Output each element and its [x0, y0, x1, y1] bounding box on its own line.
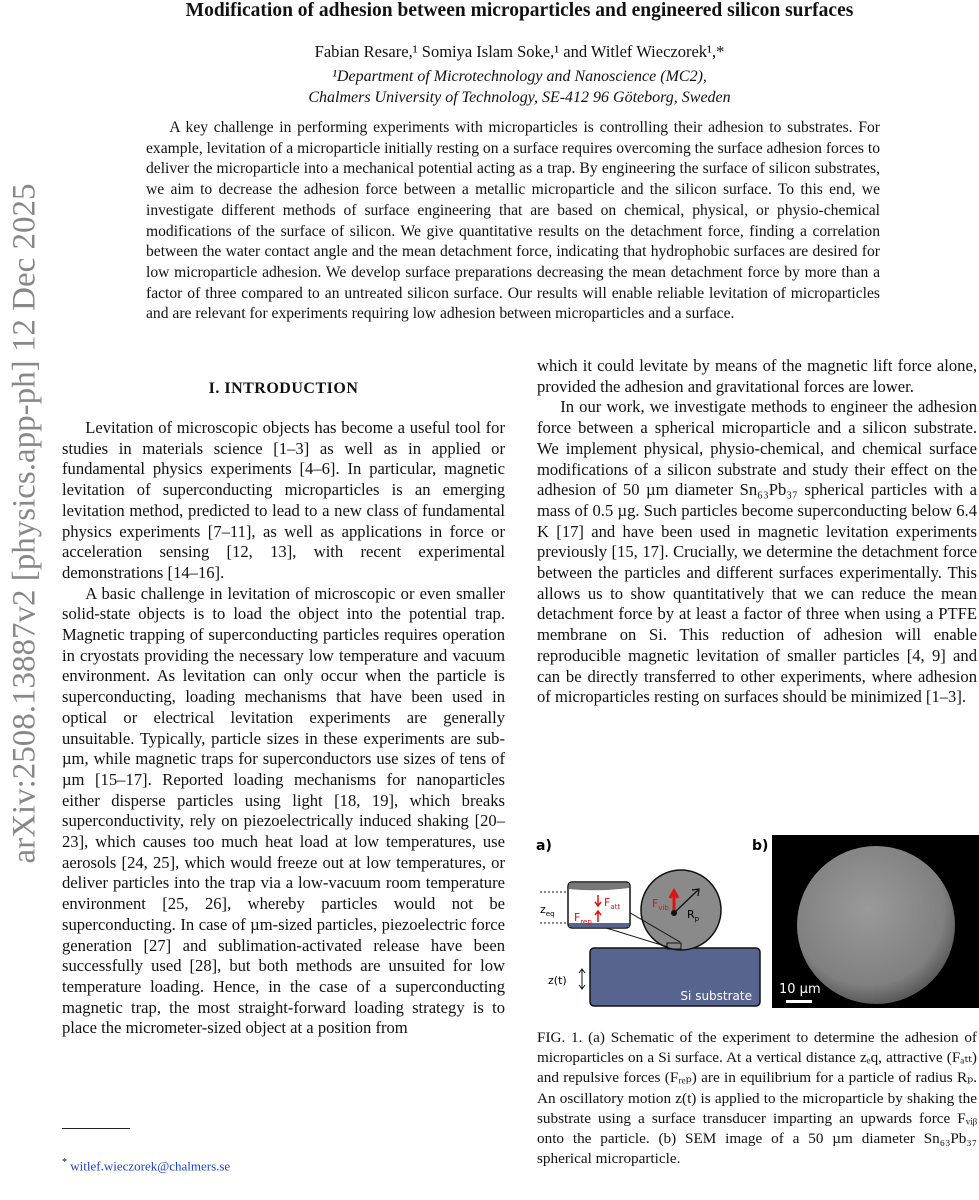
paragraph: which it could levitate by means of the magnetic lift force alone, provided the adhesion and gravitational forces are lower. — [537, 356, 977, 396]
r-p-label: $R_p$ — [687, 908, 700, 923]
oscillation-arrow — [579, 969, 585, 989]
microparticle — [641, 870, 721, 950]
footnote — [62, 1157, 230, 1174]
z-t-label: z(t) — [548, 974, 567, 987]
abstract: A key challenge in performing experiments with microparticles is controlling their adhesion to substrates. For example, levitation of a microparticle initially resting on a surface requires overcoming the surface adhesion forces to deliver the microparticle into a mechanical potential acting as a trap. By engineering the surface of silicon substrates, we aim to decrease the adhesion force between a metallic microparticle and the silicon surface. To this end, we investigate different methods of surface engineering that are based on chemical, physical, or physio-chemical modifications of the surface of silicon. We give quantitative results on the detachment force, finding a correlation between the water contact angle and the mean detachment force, indicating that hydrophobic surfaces are desired for low microparticle adhesion. We develop surface preparations decreasing the mean detachment force by more than a factor of three compared to an untreated silicon surface. Our results will enable reliable levitation of microparticles and are relevant for experiments requiring low adhesion between microparticles and a surface. — [146, 119, 880, 323]
f-rep-label: $F_{rep}$ — [574, 911, 592, 926]
footnote-marker: * — [62, 1157, 67, 1168]
panel-b-label: b) — [752, 838, 769, 854]
substrate-label: Si substrate — [680, 989, 752, 1003]
arxiv-identifier: arXiv:2508.13887v2 [physics.app-ph] 12 Dec 2025 — [6, 183, 43, 864]
figure-caption: FIG. 1. (a) Schematic of the experiment to determine the adhesion of microparticles on a Si surface. At a vertical distance zₑq, attractive (Fₐₜₜ) and repulsive forces (Fᵣₑₚ) are in equilibrium for a particle of radius Rₚ. An oscillatory motion z(t) is applied to the microparticle by shaking the substrate using a surface transducer imparting an upwards force Fᵥᵢᵦ onto the particle. (b) SEM image of a 50 µm diameter Sn₆₃Pb₃₇ spherical microparticle. — [537, 1029, 977, 1168]
paper-title: Modification of adhesion between microparticles and engineered silicon surfaces — [185, 0, 854, 21]
f-att-label: $F_{att}$ — [604, 896, 621, 911]
z-eq-label: $z_{eq}$ — [540, 903, 555, 918]
authors: Fabian Resare,¹ Somiya Islam Soke,¹ and Witlef Wieczorek¹,* — [314, 42, 725, 61]
right-column — [537, 356, 977, 708]
email-link[interactable]: witlef.wieczorek@chalmers.se — [70, 1158, 231, 1174]
sem-particle — [797, 846, 955, 1004]
affiliation-line: ¹Department of Microtechnology and Nanoscience (MC2), — [332, 68, 707, 85]
figure-1 — [534, 830, 979, 1020]
paragraph: Levitation of microscopic objects has become a useful tool for studies in materials science [1–3] as well as in applied or fundamental physics experiments [4–6]. In particular, magnetic levitation of superconducting microparticles is an emerging levitation method, predicted to lead to a new class of fundamental physics experiments [7–11], as well as applications in force or acceleration sensing [12, 13], with recent experimental demonstrations [14–16]. — [62, 418, 505, 582]
scale-bar — [786, 1000, 812, 1003]
affiliation — [60, 66, 979, 108]
f-vib-label: $F_{vib}$ — [652, 897, 669, 912]
paragraph: In our work, we investigate methods to engineer the adhesion force between a spherical microparticle and a silicon substrate. We implement physical, physio-chemical, and chemical surface modifications of a silicon substrate and study their effect on the adhesion of 50 µm diameter Sn₆₃Pb₃₇ spherical particles with a mass of 0.5 µg. Such particles become superconducting below 6.4 K [17] and have been used in magnetic levitation experiments previously [15, 17]. Crucially, we determine the detachment force between the particles and different surfaces experimentally. This allows us to show quantitatively that we can reduce the mean detachment force by at least a factor of three when using a PTFE membrane on Si. This reduction of adhesion will enable reproducible magnetic levitation of smaller particles [4, 9] and can be directly transferred to other experiments, where adhesion of microparticles resting on surfaces should be minimized [1–3]. — [537, 397, 977, 707]
affiliation-line: Chalmers University of Technology, SE-412 96 Göteborg, Sweden — [308, 89, 731, 106]
paragraph: A basic challenge in levitation of microscopic or even smaller solid-state objects is to load the object into the potential trap. Magnetic trapping of superconducting particles requires operation in cryostats providing the necessary low temperature and vacuum environment. As levitation can only occur when the particle is superconducting, loading mechanisms that have been used in optical or electrical levitation experiments are generally unsuitable. Typically, particle sizes in these experiments are sub-µm, while magnetic traps for superconductors use sizes of tens of µm [15–17]. Reported loading mechanisms for nanoparticles either disperse particles using light [18, 19], which breaks superconductivity, rely on piezoelectrically induced shaking [20–23], which causes too much heat load at low temperatures, use aerosols [24, 25], which would freeze out at low temperatures, or deliver particles into the trap via a low-vacuum room temperature environment [25, 26], whereby particles would not be superconducting. In case of µm-sized particles, piezoelectric force generation [27] and sublimation-activated release have been successfully used [28], but both methods are unsuited for low temperature loading. Hence, in the case of a superconducting magnetic trap, the most straight-forward loading strategy is to place the micrometer-sized object at a position from — [62, 583, 505, 1038]
scale-bar-label: 10 µm — [779, 982, 821, 997]
panel-a-label: a) — [536, 838, 552, 854]
figure-graphic — [534, 830, 979, 1020]
left-column — [62, 418, 505, 1039]
footnote-rule — [62, 1128, 130, 1129]
section-heading: I. INTRODUCTION — [208, 380, 359, 397]
